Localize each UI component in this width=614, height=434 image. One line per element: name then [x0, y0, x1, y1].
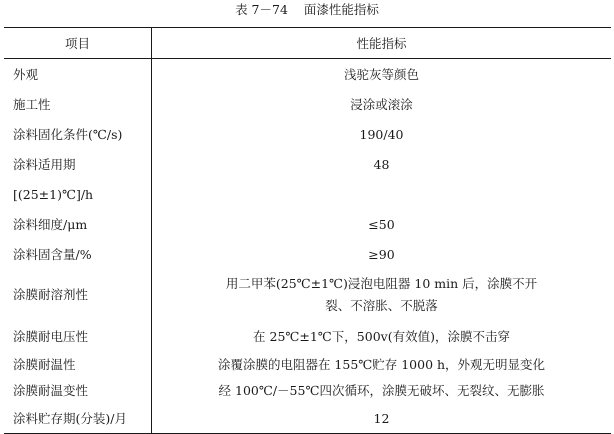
row-value: 经 100℃/－55℃四次循环，涂膜无破坏、无裂纹、无膨胀 — [152, 377, 612, 403]
table-row — [4, 403, 611, 434]
row-item: 涂膜耐温性 — [13, 357, 76, 372]
table-row — [4, 59, 611, 90]
row-item: 涂料适用期 — [13, 157, 76, 172]
row-value: ≥90 — [152, 239, 612, 269]
row-item: 涂膜耐温变性 — [13, 383, 89, 398]
row-value: 浸涂或滚涂 — [152, 89, 612, 119]
caption-number: 表 7－74 — [235, 2, 288, 17]
table-row — [4, 377, 611, 403]
row-item: 外观 — [13, 67, 39, 82]
row-value: 190/40 — [152, 119, 612, 149]
row-value: ≤50 — [152, 209, 612, 239]
row-item: 涂膜耐电压性 — [13, 329, 89, 344]
row-value-line: 用二甲苯(25℃±1℃)浸泡电阻器 10 min 后，涂膜不开 — [225, 276, 538, 291]
caption-title: 面漆性能指标 — [303, 2, 379, 17]
table-row — [4, 269, 611, 321]
table-row — [4, 119, 611, 149]
row-item: 涂料固含量/% — [13, 247, 92, 262]
table-row — [4, 149, 611, 179]
row-value-line: 裂、不溶胀、不脱落 — [325, 298, 438, 313]
header-value: 性能指标 — [152, 28, 612, 59]
row-value — [152, 179, 612, 209]
row-value: 48 — [152, 149, 612, 179]
row-value: 12 — [152, 403, 612, 434]
table-row — [4, 179, 611, 209]
row-item: 施工性 — [13, 97, 51, 112]
table-row — [4, 351, 611, 377]
table-header-row — [4, 28, 611, 59]
row-item: 涂料细度/μm — [13, 217, 88, 232]
header-item: 项目 — [64, 36, 90, 51]
performance-table — [4, 27, 611, 434]
table-row — [4, 239, 611, 269]
row-item: [(25±1)℃]/h — [13, 186, 94, 202]
row-value — [152, 269, 612, 321]
row-item: 涂料贮存期(分装)/月 — [13, 411, 127, 426]
table-row — [4, 209, 611, 239]
table-row — [4, 89, 611, 119]
row-value: 在 25℃±1℃下，500v(有效值)，涂膜不击穿 — [152, 321, 612, 351]
table-caption — [0, 2, 614, 18]
table-row — [4, 321, 611, 351]
row-value: 浅驼灰等颜色 — [152, 59, 612, 90]
row-item: 涂料固化条件(℃/s) — [13, 127, 123, 142]
row-item: 涂膜耐溶剂性 — [13, 287, 89, 302]
row-value: 涂覆涂膜的电阻器在 155℃贮存 1000 h，外观无明显变化 — [152, 351, 612, 377]
